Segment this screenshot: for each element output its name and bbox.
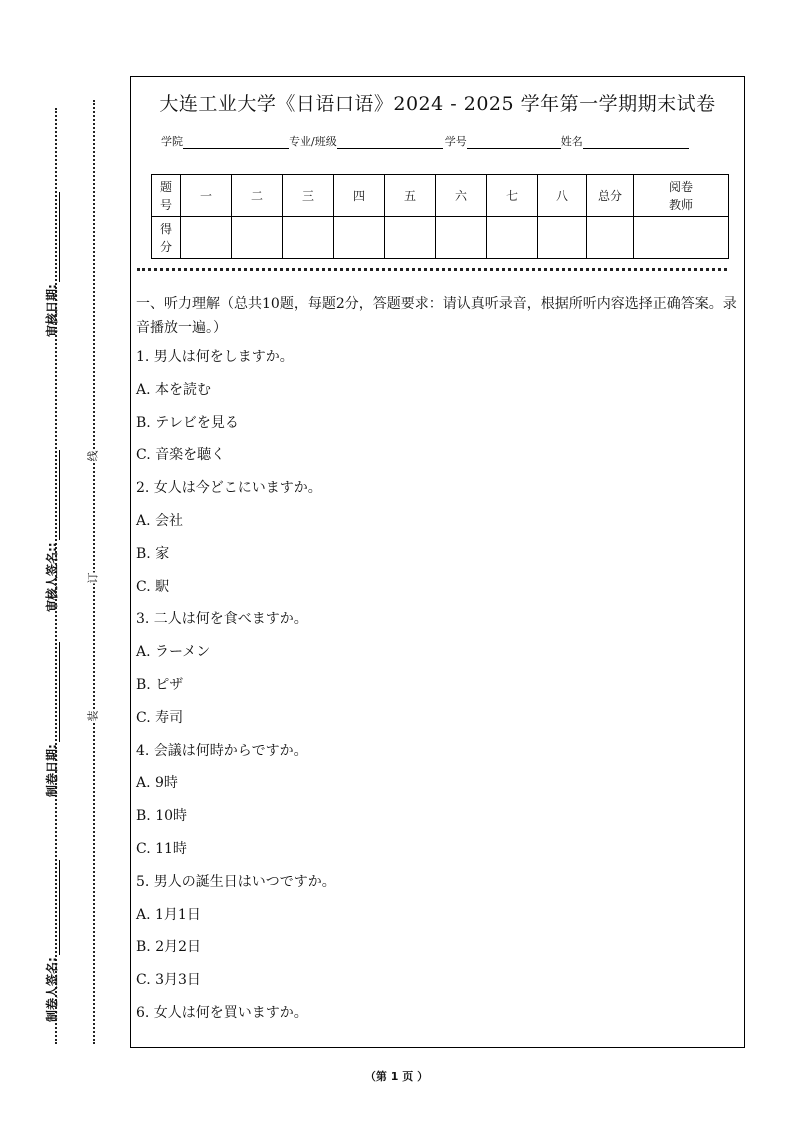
score-cell-3[interactable] bbox=[283, 217, 334, 259]
score-cell-6[interactable] bbox=[436, 217, 487, 259]
col-7: 七 bbox=[487, 175, 538, 217]
student-id-label: 学号 bbox=[444, 135, 467, 148]
score-cell-7[interactable] bbox=[487, 217, 538, 259]
compile-date-field bbox=[46, 637, 60, 797]
col-3: 三 bbox=[283, 175, 334, 217]
question-6: 6. 女人は何を買いますか。 bbox=[136, 1004, 308, 1021]
option-1b: B. テレビを見る bbox=[136, 414, 239, 431]
section-1-heading: 一、听力理解（总共10题，每题2分，答题要求：请认真听录音，根据所听内容选择正确答案。录音播放一遍。） bbox=[136, 296, 737, 336]
option-2b: B. 家 bbox=[136, 545, 170, 562]
question-2: 2. 女人は今どこにいますか。 bbox=[136, 480, 322, 497]
score-cell-5[interactable] bbox=[385, 217, 436, 259]
score-cell-total[interactable] bbox=[587, 217, 634, 259]
option-5b: B. 2月2日 bbox=[136, 939, 202, 956]
col-8: 八 bbox=[538, 175, 587, 217]
question-1: 1. 男人は何をしますか。 bbox=[136, 349, 294, 365]
major-class-label: 专业/班级 bbox=[289, 135, 337, 148]
score-cell-4[interactable] bbox=[334, 217, 385, 259]
reviewer-signature-field bbox=[46, 432, 60, 612]
option-2a: A. 会社 bbox=[136, 512, 184, 529]
option-4a: A. 9時 bbox=[136, 775, 178, 792]
option-2c: C. 駅 bbox=[136, 578, 170, 595]
question-4: 4. 会議は何時からですか。 bbox=[136, 742, 308, 759]
option-4c: C. 11時 bbox=[136, 840, 187, 857]
row-label-question: 题 号 bbox=[152, 175, 181, 217]
compile-date-label: 制卷日期: bbox=[45, 744, 59, 797]
option-1c: C. 音楽を聴く bbox=[136, 447, 226, 464]
reviewer-signature-label: 审核人签名:: bbox=[45, 542, 59, 612]
exam-frame bbox=[130, 76, 745, 1048]
name-field[interactable] bbox=[583, 136, 689, 149]
option-5c: C. 3月3日 bbox=[136, 972, 201, 989]
option-3c: C. 寿司 bbox=[136, 709, 184, 726]
col-5: 五 bbox=[385, 175, 436, 217]
question-5: 5. 男人の誕生日はいつですか。 bbox=[136, 873, 336, 890]
col-4: 四 bbox=[334, 175, 385, 217]
row-label-score: 得 分 bbox=[152, 217, 181, 259]
exam-title: 大连工业大学《日语口语》2024 - 2025 学年第一学期期末试卷 bbox=[159, 93, 716, 115]
score-cell-1[interactable] bbox=[181, 217, 232, 259]
major-class-field[interactable] bbox=[337, 136, 443, 149]
col-1: 一 bbox=[181, 175, 232, 217]
score-cell-2[interactable] bbox=[232, 217, 283, 259]
col-2: 二 bbox=[232, 175, 283, 217]
binding-mark-zhuang: 装 bbox=[86, 710, 100, 722]
option-3a: A. ラーメン bbox=[136, 644, 211, 661]
compiler-signature-label: 制卷人签名: bbox=[45, 957, 59, 1022]
review-date-field bbox=[46, 177, 60, 337]
question-3: 3. 二人は何を食べますか。 bbox=[136, 611, 308, 628]
name-label: 姓名 bbox=[560, 135, 583, 148]
col-total: 总分 bbox=[587, 175, 634, 217]
page-number: （第 1 页 ） bbox=[364, 1070, 429, 1083]
review-date-label: 审核日期: bbox=[45, 284, 59, 337]
col-6: 六 bbox=[436, 175, 487, 217]
binding-mark-ding: 订 bbox=[86, 572, 100, 584]
col-grader: 阅卷 教师 bbox=[634, 175, 729, 217]
score-cell-8[interactable] bbox=[538, 217, 587, 259]
option-3b: B. ピザ bbox=[136, 676, 184, 693]
student-info-row bbox=[161, 133, 689, 149]
option-5a: A. 1月1日 bbox=[136, 906, 201, 923]
score-table-score-row bbox=[152, 217, 729, 259]
college-label: 学院 bbox=[161, 135, 183, 148]
option-4b: B. 10時 bbox=[136, 808, 188, 825]
score-cell-grader[interactable] bbox=[634, 217, 729, 259]
option-1a: A. 本を読む bbox=[136, 381, 212, 398]
question-list bbox=[136, 341, 736, 1030]
score-table bbox=[151, 174, 729, 259]
seal-dotted-line bbox=[137, 268, 727, 271]
college-field[interactable] bbox=[183, 136, 289, 149]
binding-mark-xian: 线 bbox=[86, 450, 100, 462]
score-table-header-row bbox=[152, 175, 729, 217]
student-id-field[interactable] bbox=[467, 136, 561, 149]
compiler-signature-field bbox=[46, 842, 60, 1022]
